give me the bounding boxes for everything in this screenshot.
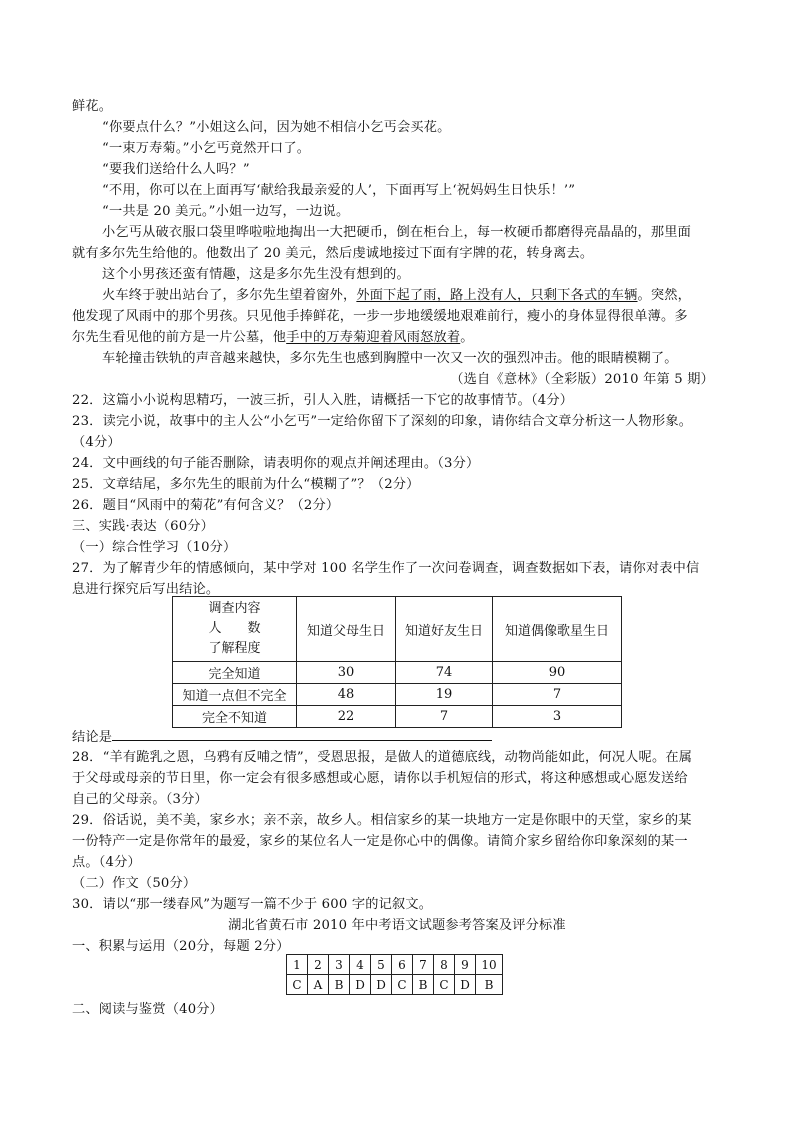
answer-number: 6 bbox=[392, 955, 413, 975]
answer-number: 3 bbox=[329, 955, 350, 975]
answer-letter: C bbox=[287, 975, 308, 995]
answer-letter: D bbox=[455, 975, 476, 995]
story-line: 车轮撞击铁轨的声音越来越快，多尔先生也感到胸膛中一次又一次的强烈冲击。他的眼睛模糊了。 bbox=[102, 351, 678, 366]
answer-number: 7 bbox=[413, 955, 434, 975]
row-label: 完全知道 bbox=[173, 662, 297, 684]
story-line: “不用，你可以在上面再写‘献给我最亲爱的人’，下面再写上‘祝妈妈生日快乐！’” bbox=[102, 183, 576, 198]
story-line: 就有多尔先生给他的。他数出了 20 美元，然后虔诚地接过下面有字牌的花，转身离去。 bbox=[72, 246, 594, 261]
question-29-cont: 一份特产一定是你常年的最爱，家乡的某位名人一定是你心中的偶像。请简介家乡留给你印象深刻的某一 bbox=[72, 834, 688, 849]
answer-letter: C bbox=[434, 975, 455, 995]
table-cell: 7 bbox=[396, 706, 493, 728]
answer-letter: C bbox=[392, 975, 413, 995]
story-line: 鲜花。 bbox=[72, 99, 113, 114]
table-row bbox=[173, 662, 622, 684]
column-header: 知道好友生日 bbox=[396, 597, 493, 662]
table-header-row bbox=[173, 597, 622, 662]
answer-number: 8 bbox=[434, 955, 455, 975]
question-26: 26．题目“风雨中的菊花”有何含义？（2分） bbox=[72, 498, 340, 513]
table-cell: 3 bbox=[493, 706, 622, 728]
subsection-heading: （一）综合性学习（10分） bbox=[72, 540, 237, 555]
story-source: （选自《意林》（全彩版）2010 年第 5 期） bbox=[450, 372, 714, 387]
answer-key-table bbox=[286, 954, 503, 995]
answer-number: 9 bbox=[455, 955, 476, 975]
section-heading: 一、积累与运用（20分，每题 2分） bbox=[72, 939, 290, 954]
underlined-sentence-1: 外面下起了雨，路上没有人，只剩下各式的车辆 bbox=[356, 288, 638, 303]
question-27: 27．为了解青少年的情感倾向，某中学对 100 名学生作了一次问卷调查，调查数据如下表，请你对表中信 bbox=[72, 561, 700, 576]
table-cell: 19 bbox=[396, 684, 493, 706]
question-29-cont: 点。（4分） bbox=[72, 855, 141, 870]
table-cell: 90 bbox=[493, 662, 622, 684]
row-label: 知道一点但不完全 bbox=[173, 684, 297, 706]
corner-label: 了解程度 bbox=[208, 641, 261, 656]
section-heading: 三、实践·表达（60分） bbox=[72, 519, 215, 534]
question-30: 30．请以“那一缕春风”为题写一篇不少于 600 字的记叙文。 bbox=[72, 897, 433, 912]
answer-letter: B bbox=[476, 975, 503, 995]
table-corner-cell bbox=[173, 597, 297, 662]
answer-number: 5 bbox=[371, 955, 392, 975]
answer-letter: D bbox=[371, 975, 392, 995]
question-23-points: （4分） bbox=[72, 435, 121, 450]
table-cell: 74 bbox=[396, 662, 493, 684]
story-line: “一共是 20 美元。”小姐一边写，一边说。 bbox=[102, 204, 350, 219]
answer-blank[interactable] bbox=[112, 726, 492, 741]
question-22: 22．这篇小小说构思精巧，一波三折，引人入胜，请概括一下它的故事情节。（4分） bbox=[72, 393, 574, 408]
story-line: “要我们送给什么人吗？” bbox=[102, 162, 250, 177]
question-28-cont: 于父母或母亲的节日里，你一定会有很多感想或心愿，请你以手机短信的形式，将这种感想或心愿发送给 bbox=[72, 771, 688, 786]
story-line: 他发现了风雨中的那个男孩。只见他手捧鲜花，一步一步地缓缓地艰难前行，瘦小的身体显得很单薄。多 bbox=[72, 309, 688, 324]
answers-title: 湖北省黄石市 2010 年中考语文试题参考答案及评分标准 bbox=[228, 918, 566, 933]
answer-number: 4 bbox=[350, 955, 371, 975]
story-text: 尔先生看见他的前方是一片公墓，他 bbox=[72, 330, 287, 345]
story-line: 小乞丐从破衣服口袋里哗啦啦地掏出一大把硬币，倒在柜台上，每一枚硬币都磨得亮晶晶的，那里面 bbox=[102, 225, 692, 240]
table-row bbox=[173, 684, 622, 706]
table-cell: 22 bbox=[297, 706, 396, 728]
answer-number: 1 bbox=[287, 955, 308, 975]
corner-label: 调查内容 bbox=[208, 601, 261, 616]
survey-table bbox=[172, 596, 622, 728]
section-heading: 二、阅读与鉴赏（40分） bbox=[72, 1002, 224, 1017]
conclusion-label: 结论是 bbox=[72, 730, 113, 745]
table-cell: 30 bbox=[297, 662, 396, 684]
table-cell: 7 bbox=[493, 684, 622, 706]
story-text: 。 bbox=[460, 330, 474, 345]
answer-number: 10 bbox=[476, 955, 503, 975]
story-line: “你要点什么？”小姐这么问，因为她不相信小乞丐会买花。 bbox=[102, 120, 451, 135]
answer-letter: B bbox=[329, 975, 350, 995]
conclusion-line bbox=[72, 726, 722, 748]
table-cell: 48 bbox=[297, 684, 396, 706]
story-text: 。突然， bbox=[637, 288, 692, 303]
answer-number-row bbox=[287, 955, 503, 975]
subsection-heading: （二）作文（50分） bbox=[72, 876, 197, 891]
question-23: 23．读完小说，故事中的主人公“小乞丐”一定给你留下了深刻的印象，请你结合文章分析这一人物形象。 bbox=[72, 414, 693, 429]
corner-label: 人 数 bbox=[208, 621, 261, 636]
column-header: 知道偶像歌星生日 bbox=[493, 597, 622, 662]
question-29: 29．俗话说，美不美，家乡水；亲不亲，故乡人。相信家乡的某一块地方一定是你眼中的天堂，家乡的某 bbox=[72, 813, 692, 828]
answer-letter: A bbox=[308, 975, 329, 995]
story-text: 火车终于驶出站台了，多尔先生望着窗外， bbox=[102, 288, 357, 303]
underlined-sentence-2: 手中的万寿菊迎着风雨怒放着 bbox=[286, 330, 461, 345]
answer-letter: D bbox=[350, 975, 371, 995]
answer-number: 2 bbox=[308, 955, 329, 975]
question-24: 24．文中画线的句子能否删除，请表明你的观点并阐述理由。（3分） bbox=[72, 456, 480, 471]
story-line bbox=[102, 285, 752, 306]
answer-letter-row bbox=[287, 975, 503, 995]
row-label: 完全不知道 bbox=[173, 706, 297, 728]
column-header: 知道父母生日 bbox=[297, 597, 396, 662]
story-line: “一束万寿菊。”小乞丐竟然开口了。 bbox=[102, 141, 311, 156]
question-28-cont: 自己的父母亲。（3分） bbox=[72, 792, 208, 807]
story-line bbox=[72, 327, 722, 348]
story-line: 这个小男孩还蛮有情趣，这是多尔先生没有想到的。 bbox=[102, 267, 410, 282]
question-28: 28．“羊有跪乳之恩，乌鸦有反哺之情”，受恩思报，是做人的道德底线，动物尚能如此，何况人呢。在属 bbox=[72, 750, 693, 765]
question-25: 25．文章结尾，多尔先生的眼前为什么“模糊了”？（2分） bbox=[72, 477, 420, 492]
table-row bbox=[173, 706, 622, 728]
answer-letter: B bbox=[413, 975, 434, 995]
question-27-cont: 息进行探究后写出结论。 bbox=[72, 582, 220, 597]
